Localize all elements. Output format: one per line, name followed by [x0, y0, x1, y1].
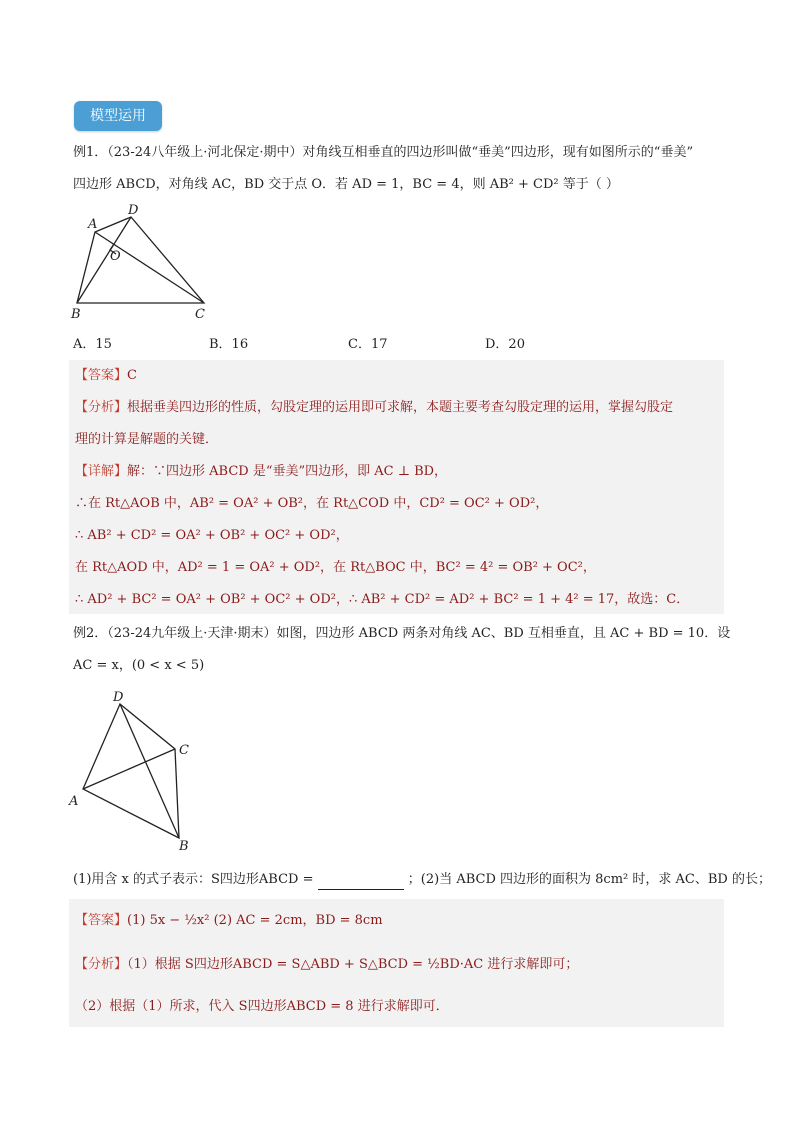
diagonal-ac [95, 232, 204, 303]
example2-figure [66, 688, 206, 853]
label-a: A [69, 794, 79, 809]
analysis-tag: 【分析】 [75, 400, 128, 415]
analysis-text: （1）根据 S四边形ABCD = S△ABD + S△BCD = ½BD·AC 进行求解即可； [127, 957, 579, 972]
example1-question-line1: 例1．（23-24八年级上·河北保定·期中）对角线互相垂直的四边形叫做“垂美”四边形，现有如图所示的“垂美” [73, 145, 694, 160]
example1-detail-line5: ∴ AD² + BC² = OA² + OB² + OC² + OD²，∴ AB² + CD² = AD² + BC² = 1 + 4² = 17，故选：C． [75, 592, 690, 607]
example1-figure [66, 200, 216, 325]
answer-value: C [127, 368, 137, 383]
example1-detail-line4: 在 Rt△AOD 中，AD² = 1 = OA² + OD²，在 Rt△BOC 中，BC² = 4² = OB² + OC²， [75, 560, 596, 575]
answer-blank [318, 875, 404, 890]
diagonal-bd [120, 704, 179, 838]
example1-detail-line3: ∴ AB² + CD² = OA² + OB² + OC² + OD²， [75, 528, 349, 543]
section-badge: 模型运用 [74, 101, 162, 131]
label-c: C [195, 307, 205, 322]
example2-answer [75, 911, 383, 931]
label-d: D [128, 203, 139, 218]
label-c: C [179, 743, 189, 758]
example1-question-line2: 四边形 ABCD，对角线 AC，BD 交于点 O．若 AD = 1，BC = 4，则 AB² + CD² 等于（ ） [73, 177, 619, 192]
example2-question-line2: AC = x，(0 < x < 5) [73, 658, 205, 673]
quadrilateral-abcd [83, 704, 179, 838]
option-a: A．15 [73, 337, 112, 352]
option-b: B．16 [209, 337, 249, 352]
subquestion-1: (1)用含 x 的式子表示：S四边形ABCD = [73, 872, 314, 887]
example2-analysis-line1 [75, 955, 578, 975]
detail-tag: 【详解】 [75, 464, 128, 479]
example2-subquestions [73, 870, 771, 890]
detail-text: 解：∵四边形 ABCD 是“垂美”四边形，即 AC ⊥ BD， [127, 464, 448, 479]
example1-detail-line2: ∴在 Rt△AOB 中，AB² = OA² + OB²，在 Rt△COD 中，CD² = OC² + OD²， [75, 496, 549, 511]
diagonal-bd [77, 217, 131, 303]
analysis-tag: 【分析】 [75, 957, 128, 972]
label-d: D [113, 690, 124, 705]
label-b: B [71, 307, 81, 322]
example1-analysis-line1 [75, 398, 673, 418]
analysis-text: 根据垂美四边形的性质，勾股定理的运用即可求解，本题主要考查勾股定理的运用，掌握勾股定 [127, 400, 674, 415]
answer-tag: 【答案】 [75, 913, 128, 928]
diagonal-ac [83, 749, 175, 789]
example2-analysis-line2: （2）根据（1）所求，代入 S四边形ABCD = 8 进行求解即可． [75, 999, 449, 1014]
answer-value: (1) 5x − ½x² (2) AC = 2cm，BD = 8cm [127, 913, 383, 928]
example1-answer [75, 366, 137, 386]
label-b: B [179, 839, 189, 853]
example2-question-line1: 例2．（23-24九年级上·天津·期末）如图，四边形 ABCD 两条对角线 AC、BD 互相垂直，且 AC + BD = 10．设 [73, 626, 731, 641]
subquestion-2: ；(2)当 ABCD 四边形的面积为 8cm² 时，求 AC、BD 的长； [407, 872, 771, 887]
label-a: A [88, 217, 98, 232]
answer-tag: 【答案】 [75, 368, 128, 383]
example1-detail-line1 [75, 462, 447, 482]
option-c: C．17 [348, 337, 388, 352]
label-o: O [110, 249, 121, 264]
example1-analysis-line2: 理的计算是解题的关键． [75, 432, 219, 447]
option-d: D．20 [485, 337, 525, 352]
